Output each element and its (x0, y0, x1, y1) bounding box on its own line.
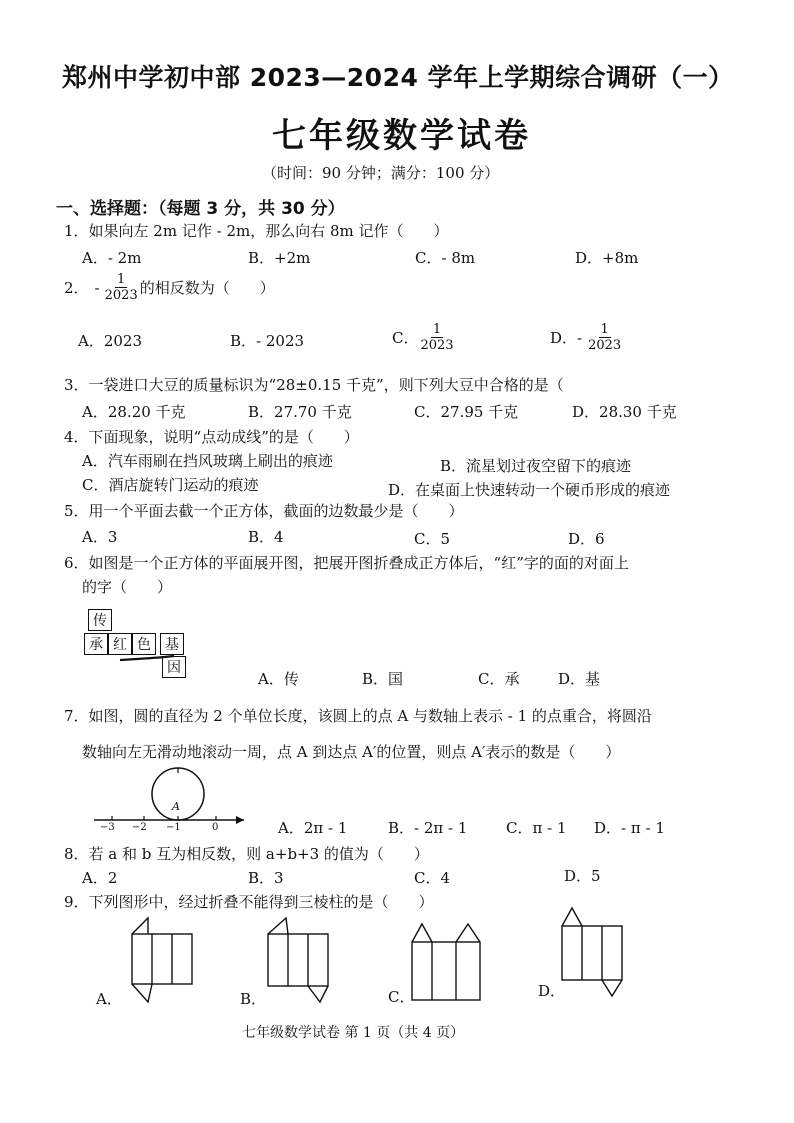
q4-option-c: C．酒店旋转门运动的痕迹 (82, 476, 259, 494)
q5-stem: 5．用一个平面去截一个正方体，截面的边数最少是（ ） (64, 502, 464, 520)
q7-option-d: D．- π - 1 (594, 819, 665, 837)
q5-option-d: D．6 (568, 530, 605, 548)
paper-subtitle: 七年级数学试卷 (272, 116, 531, 156)
q3-option-c: C．27.95 千克 (414, 403, 519, 421)
q6-option-c: C．承 (478, 670, 520, 688)
q3-stem: 3．一袋进口大豆的质量标识为“28±0.15 千克”，则下列大豆中合格的是（ (64, 376, 564, 394)
exam-title: 郑州中学初中部 2023—2024 学年上学期综合调研（一） (62, 63, 734, 92)
q1-option-b: B．+2m (248, 249, 311, 267)
q3-option-a: A．28.20 千克 (82, 403, 186, 421)
q4-option-d: D．在桌面上快速转动一个硬币形成的痕迹 (388, 481, 671, 499)
q7-stem-line1: 7．如图，圆的直径为 2 个单位长度，该圆上的点 A 与数轴上表示 - 1 的点重合，将圆沿 (64, 707, 652, 725)
q2-number: 2． (64, 279, 89, 297)
net-cell-top: 传 (88, 609, 112, 631)
prism-net-d (558, 908, 628, 998)
q9-stem: 9．下列图形中，经过折叠不能得到三棱柱的是（ ） (64, 893, 434, 911)
net-cell-bottom: 因 (162, 656, 186, 678)
q2-option-d-label: D．- (550, 329, 583, 347)
q9-option-c: C． (388, 988, 415, 1006)
q2-option-c (392, 322, 456, 353)
net-cell-3: 色 (132, 633, 156, 655)
q2-option-d (550, 322, 623, 353)
axis-label-neg1: −1 (166, 822, 181, 833)
q7-option-a: A．2π - 1 (278, 819, 348, 837)
q2-rest: 的相反数为（ ） (139, 279, 275, 297)
q2-option-c-label: C． (392, 329, 419, 347)
q2-fraction-denominator: 2023 (104, 288, 138, 303)
net-cell-1: 承 (84, 633, 108, 655)
q2-option-c-fraction (418, 322, 455, 353)
net-scribble (112, 648, 192, 668)
q6-option-a: A．传 (258, 670, 299, 688)
q2-option-c-denominator: 2023 (420, 338, 454, 353)
q2-stem (64, 272, 275, 303)
q6-option-d: D．基 (558, 670, 601, 688)
q2-fraction-numerator: 1 (117, 272, 126, 287)
exam-info: （时间：90 分钟；满分：100 分） (262, 164, 500, 182)
q2-option-d-numerator: 1 (600, 322, 609, 337)
q4-option-b: B．流星划过夜空留下的痕迹 (440, 457, 632, 475)
q6-stem-line2: 的字（ ） (82, 578, 173, 596)
q1-option-d: D．+8m (575, 249, 639, 267)
q6-option-b: B．国 (362, 670, 404, 688)
q9-option-a: A． (96, 990, 122, 1008)
q7-option-c: C．π - 1 (506, 819, 567, 837)
q9-option-b: B． (240, 990, 267, 1008)
axis-label-zero: 0 (212, 822, 219, 833)
net-cell-4: 基 (160, 633, 184, 655)
q4-option-a: A．汽车雨刷在挡风玻璃上刷出的痕迹 (82, 452, 333, 470)
q2-minus: - (94, 278, 100, 297)
q8-option-a: A．2 (82, 869, 118, 887)
q7-option-b: B．- 2π - 1 (388, 819, 468, 837)
q2-option-a: A．2023 (78, 332, 143, 350)
q2-option-b: B．- 2023 (230, 332, 305, 350)
q2-option-d-fraction (586, 322, 623, 353)
q8-stem: 8．若 a 和 b 互为相反数，则 a+b+3 的值为（ ） (64, 845, 429, 863)
q1-option-c: C．- 8m (415, 249, 476, 267)
q7-stem-line2: 数轴向左无滑动地滚动一周，点 A 到达点 A′的位置，则点 A′表示的数是（ ） (82, 743, 621, 761)
prism-net-b (264, 918, 334, 1008)
q2-option-c-numerator: 1 (432, 322, 442, 337)
axis-arrow (236, 816, 244, 824)
axis-label-neg3: −3 (100, 822, 115, 833)
q2-option-d-denominator: 2023 (588, 338, 622, 353)
q2-fraction (103, 272, 140, 303)
point-a-label: A (172, 800, 180, 813)
q3-option-d: D．28.30 千克 (572, 403, 677, 421)
q8-option-c: C．4 (414, 869, 451, 887)
net-cell-2: 红 (108, 633, 132, 655)
q4-stem: 4．下面现象，说明“点动成线”的是（ ） (64, 428, 359, 446)
q8-option-d: D．5 (564, 867, 601, 885)
q5-option-c: C．5 (414, 530, 451, 548)
prism-net-a (128, 918, 198, 1008)
prism-net-c (408, 920, 488, 1010)
axis-label-neg2: −2 (132, 822, 147, 833)
q5-option-b: B．4 (248, 528, 284, 546)
q5-option-a: A．3 (82, 528, 118, 546)
q1-stem: 1．如果向左 2m 记作 - 2m，那么向右 8m 记作（ ） (64, 222, 449, 240)
q3-option-b: B．27.70 千克 (248, 403, 352, 421)
q8-option-b: B．3 (248, 869, 284, 887)
q1-option-a: A．- 2m (82, 249, 142, 267)
page-footer: 七年级数学试卷 第 1 页（共 4 页） (242, 1025, 465, 1041)
q6-stem-line1: 6．如图是一个正方体的平面展开图，把展开图折叠成正方体后，“红”字的面的对面上 (64, 554, 629, 572)
q9-option-d: D． (538, 982, 566, 1000)
section-heading: 一、选择题：（每题 3 分，共 30 分） (56, 199, 345, 219)
